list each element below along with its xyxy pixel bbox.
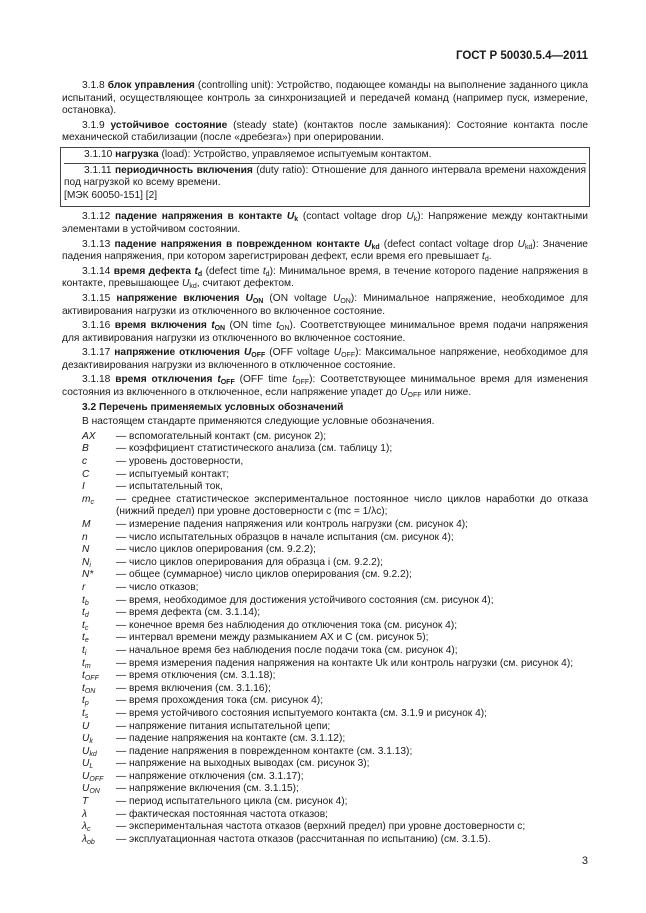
symbol: $t_p$ — [82, 695, 89, 708]
symbol: $t_m$ — [82, 657, 91, 670]
symbol-row — [62, 595, 588, 608]
symbol: $t_c$ — [82, 619, 89, 632]
symbol: $t_{OFF}$ — [82, 670, 99, 683]
symbol: U — [82, 720, 90, 732]
paragraph-3-1-17: 3.1.17 напряжение отключения $U_{OFF}$ (OFF voltage $U_{OFF}$): Максимальное напряжение, необходимое для дезактивирования нагрузки из включенного в отключенное состояние. — [62, 347, 589, 371]
symbol-row — [62, 481, 588, 494]
definition-text: (duty ratio): Отношение для данного интервала времени нахождения под нагрузкой ко всему времени. — [64, 164, 586, 189]
symbol: $t_e$ — [82, 632, 89, 645]
symbol-row — [62, 695, 588, 708]
symbol-definition: — среднее статистическое экспериментальное постоянное число циклов наработки до отказа (нижний предел) при уровне достоверности c (mc = 1/λc); — [116, 493, 588, 518]
symbol-definition: — уровень достоверности, — [116, 456, 244, 468]
symbol: $\lambda_c$ — [82, 821, 91, 834]
symbol-definition: — падение напряжения в поврежденном контакте (см. 3.1.13); — [116, 745, 413, 757]
clause-number: 3.1.17 — [82, 347, 111, 359]
symbol-row — [62, 733, 588, 746]
paragraph-3-1-13: 3.1.13 падение напряжения в поврежденном контакте $U_{kd}$ (defect contact voltage drop $U_{kd}$): Значение падения напряжения, при котором зарегистрирован дефект, если время его превышает $t_d$. — [62, 238, 588, 264]
symbol: N — [82, 544, 90, 556]
symbol-definition: — начальное время без наблюдения после подачи тока (см. рисунок 4); — [116, 644, 458, 656]
document-body — [62, 80, 588, 846]
section-intro: В настоящем стандарте применяются следующие условные обозначения. — [82, 416, 435, 428]
symbol-row — [62, 557, 588, 570]
symbol-row — [62, 783, 588, 796]
symbol-definition: — вспомогательный контакт (см. рисунок 2); — [116, 430, 327, 442]
paragraph-3-1-8 — [62, 80, 588, 118]
symbol-definition: — число отказов; — [116, 581, 199, 593]
symbol-row — [62, 469, 588, 482]
symbol-row — [62, 532, 588, 545]
term: напряжение включения — [116, 292, 240, 304]
symbol-definition: — экспериментальная частота отказов (верхний предел) при уровне достоверности c; — [116, 821, 526, 833]
symbol: N* — [82, 569, 94, 581]
term: падение напряжения в поврежденном контакте — [114, 238, 360, 250]
clause-number: 3.1.13 — [82, 238, 111, 250]
definition-text: (steady state) (контактов после замыкания): Состояние контакта после механической стабилизации (после «дребезга») при оперировании. — [62, 119, 588, 144]
symbol-row — [62, 721, 588, 734]
symbol-definition: — измерение падения напряжения или контроль нагрузки (см. рисунок 4); — [116, 519, 469, 530]
symbols-list — [62, 431, 588, 847]
symbol: $t_d$ — [82, 607, 89, 620]
page-number: 3 — [581, 855, 588, 867]
symbol-row — [62, 632, 588, 645]
symbol: $\lambda_{ob}$ — [82, 833, 95, 846]
clause-number: 3.1.9 — [82, 119, 105, 131]
symbol-row — [62, 443, 588, 456]
symbol-definition: — общее (суммарное) число циклов оперирования (см. 9.2.2); — [116, 569, 412, 581]
symbol-definition: — время измерения падения напряжения на контакте Uk или контроль нагрузки (см. рисунок 4); — [116, 657, 574, 669]
symbol-row — [62, 834, 588, 847]
paragraph-3-1-14: 3.1.14 время дефекта $t_d$ (defect time $t_d$): Минимальное время, в течение которого падение напряжения в контакте, превышающее $U_{kd}$, считают дефектом. — [62, 265, 588, 291]
symbol: n — [82, 531, 88, 543]
term: устойчивое состояние — [110, 119, 228, 131]
symbol-row — [62, 456, 588, 469]
symbol-row — [62, 645, 588, 658]
definition-text: (load): Устройство, управляемое испытуемым контактом. — [158, 148, 432, 160]
symbol-row — [62, 519, 588, 532]
paragraph-3-1-9 — [62, 120, 588, 145]
symbol: T — [82, 796, 89, 808]
symbol-row — [62, 809, 588, 822]
symbol-row — [62, 771, 588, 784]
clause-number: 3.1.18 — [82, 374, 111, 386]
symbol-definition: — интервал времени между размыканием AX и C (см. рисунок 5); — [116, 632, 429, 644]
symbol: I — [82, 481, 85, 493]
term: периодичность включения — [114, 164, 253, 176]
symbol-definition: — время устойчивого состояния испытуемого контакта (см. 3.1.9 и рисунок 4); — [116, 707, 487, 719]
symbol: $U_k$ — [82, 733, 93, 746]
symbol-row — [62, 494, 588, 519]
symbol: B — [82, 443, 89, 455]
symbol: $t_i$ — [82, 644, 87, 657]
symbol-definition: — время дефекта (см. 3.1.14); — [116, 607, 261, 619]
clause-number: 3.1.11 — [84, 164, 112, 176]
paragraph-3-1-18: 3.1.18 время отключения $t_{OFF}$ (OFF time $t_{OFF}$): Соответствующее минимальное время для изменения состояния из включенного в отключенное, если напряжение упадет до $U_{OFF}$ или ниже. — [62, 374, 588, 400]
symbol-definition: — коэффициент статистического анализа (см. таблицу 1); — [116, 443, 393, 455]
symbol-definition: — период испытательного цикла (см. рисунок 4); — [116, 796, 348, 808]
symbol: $U_L$ — [82, 758, 94, 771]
term: падение напряжения в контакте — [115, 211, 283, 223]
symbol-row — [62, 796, 588, 809]
symbol-row — [62, 582, 588, 595]
term: блок управления — [107, 80, 195, 91]
symbol-row — [62, 746, 588, 759]
term: время дефекта — [113, 265, 192, 277]
reference-note: [МЭК 60050-151] [2] — [64, 189, 158, 201]
symbol-definition: — время включения (см. 3.1.16); — [116, 682, 271, 694]
clause-number: 3.1.12 — [82, 211, 111, 223]
symbol-definition: — фактическая постоянная частота отказов; — [116, 808, 328, 820]
symbol: C — [82, 468, 90, 480]
definition-text: (controlling unit): Устройство, подающее команды на выполнение заданного цикла испытаний, осуществляющее контроль за синхронизацией и передачей команд (например пуск, измерение, остановка). — [62, 80, 588, 117]
symbol-definition: — время, необходимое для достижения устойчивого состояния (см. рисунок 4); — [116, 594, 494, 606]
symbol-definition: — напряжение включения (см. 3.1.15); — [116, 783, 299, 795]
paragraph-3-1-16: 3.1.16 время включения $t_{ON}$ (ON time $t_{ON}$). Соответствующее минимальное время подачи напряжения для активирования нагрузки из отключенного во включенное состояние. — [62, 320, 588, 344]
symbol-row — [62, 431, 588, 444]
paragraph-3-1-15: 3.1.15 напряжение включения $U_{ON}$ (ON voltage $U_{ON}$): Минимальное напряжение, необходимое для активирования нагрузки из отключенного во включенное состояние. — [62, 292, 588, 317]
symbol: $t_s$ — [82, 707, 89, 720]
symbol: $t_{ON}$ — [82, 682, 96, 695]
symbol: $t_b$ — [82, 594, 89, 607]
symbol: $U_{kd}$ — [82, 745, 97, 758]
symbol-definition: — время отключения (см. 3.1.18); — [116, 670, 276, 682]
symbol: M — [82, 519, 91, 530]
symbol-row — [62, 670, 588, 683]
symbol-definition: — эксплуатационная частота отказов (рассчитанная по испытанию) (см. 3.1.5). — [116, 833, 491, 845]
paragraph-3-1-12: 3.1.12 падение напряжения в контакте $U_k$ (contact voltage drop $U_k$): Напряжение между контактными элементами в устойчивом состоянии. — [62, 211, 588, 235]
symbol-definition: — напряжение отключения (см. 3.1.17); — [116, 770, 304, 782]
clause-number: 3.1.8 — [82, 80, 105, 91]
symbol-definition: — время прохождения тока (см. рисунок 4); — [116, 695, 324, 707]
symbol-row — [62, 708, 588, 721]
symbol: λ — [82, 808, 88, 820]
symbol: $m_c$ — [82, 493, 94, 506]
symbol-row — [62, 607, 588, 620]
symbol-definition: — напряжение питания испытательной цепи; — [116, 720, 331, 732]
symbol-row — [62, 544, 588, 557]
clause-number: 3.1.10 — [84, 148, 113, 160]
symbol-definition: — число циклов оперирования (см. 9.2.2); — [116, 544, 316, 556]
clause-number: 3.1.16 — [82, 320, 111, 332]
symbol-definition: — конечное время без наблюдения до отключения тока (см. рисунок 4); — [116, 619, 458, 631]
term: время включения — [114, 320, 207, 332]
symbol-definition: — падение напряжения на контакте (см. 3.1.12); — [116, 733, 346, 745]
symbol-row — [62, 683, 588, 696]
document-header: ГОСТ Р 50030.5.4—2011 — [455, 50, 588, 62]
symbol-row — [62, 658, 588, 671]
symbol-row — [62, 620, 588, 633]
symbol-row — [62, 821, 588, 834]
clause-number: 3.1.14 — [82, 265, 111, 277]
boxed-block — [60, 147, 590, 207]
symbol-definition: — испытательный ток, — [116, 481, 223, 493]
symbol: $N_i$ — [82, 556, 91, 569]
symbol-definition: — число циклов оперирования для образца i (см. 9.2.2); — [116, 556, 383, 568]
symbol: c — [82, 456, 88, 468]
term: время отключения — [115, 374, 213, 386]
symbol-definition: — испытуемый контакт; — [116, 468, 230, 480]
section-heading: 3.2 Перечень применяемых условных обозначений — [82, 401, 344, 413]
symbol-row — [62, 758, 588, 771]
paragraph-3-1-11 — [64, 165, 586, 204]
symbol-row — [62, 569, 588, 582]
paragraph-3-1-10 — [64, 149, 586, 164]
term: напряжение отключения — [114, 347, 240, 359]
clause-number: 3.1.15 — [82, 292, 111, 304]
symbol: AX — [82, 430, 96, 442]
term: нагрузка — [115, 148, 159, 160]
symbol: $U_{OFF}$ — [82, 770, 104, 783]
symbol: r — [82, 581, 86, 593]
symbol-definition: — напряжение на выходных выводах (см. рисунок 3); — [116, 758, 370, 770]
symbol: $U_{ON}$ — [82, 783, 100, 796]
symbol-definition: — число испытательных образцов в начале испытания (см. рисунок 4); — [116, 531, 454, 543]
